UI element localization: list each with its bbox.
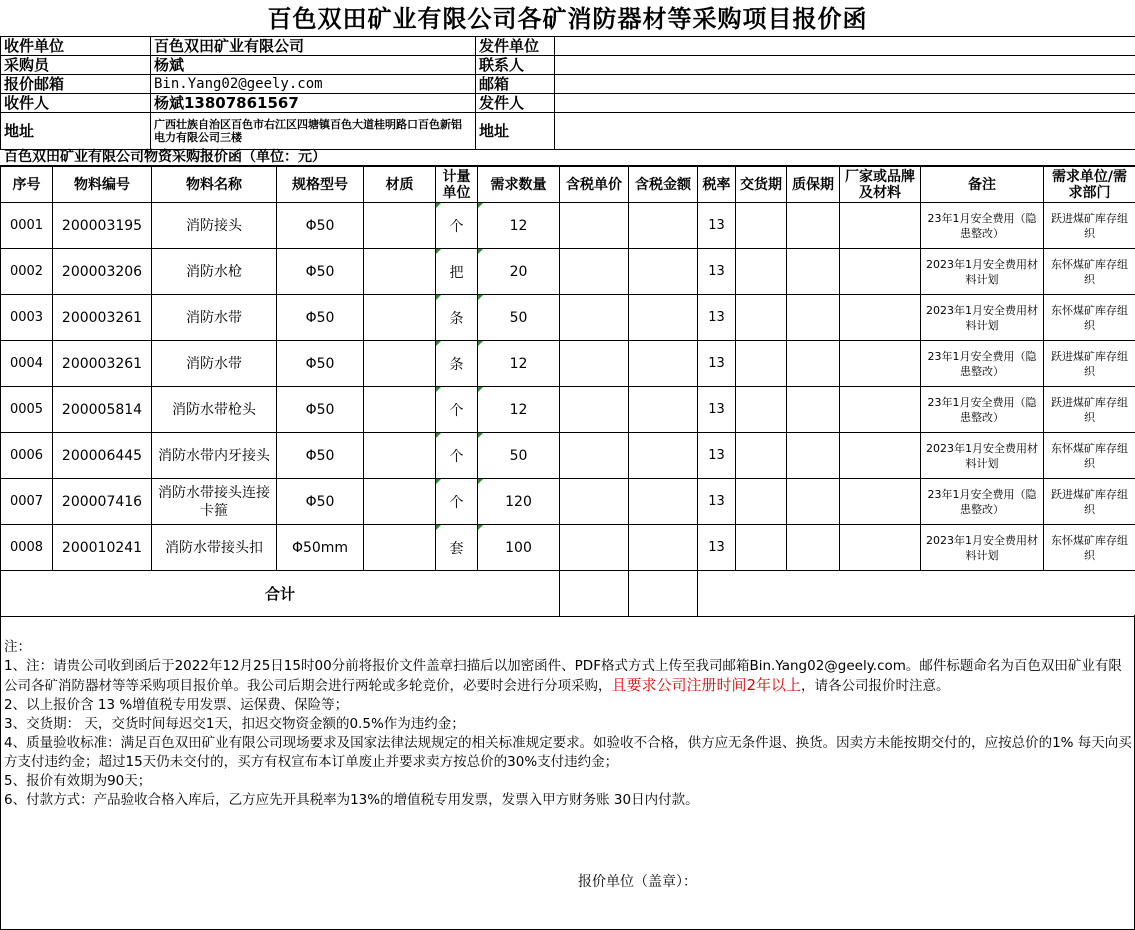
item-unit-price[interactable] bbox=[560, 433, 629, 479]
note-5: 5、报价有效期为90天； bbox=[4, 773, 152, 789]
note-1-highlight: 且要求公司注册时间2年以上 bbox=[611, 676, 802, 694]
item-delivery[interactable] bbox=[736, 295, 787, 341]
item-unit-price[interactable] bbox=[560, 295, 629, 341]
item-warranty[interactable] bbox=[787, 203, 840, 249]
item-amount[interactable] bbox=[629, 479, 698, 525]
item-warranty[interactable] bbox=[787, 387, 840, 433]
value-email[interactable] bbox=[555, 75, 1135, 94]
table-row bbox=[1, 249, 1135, 295]
table-row bbox=[1, 341, 1135, 387]
item-tax-rate: 13 bbox=[698, 433, 736, 479]
item-delivery[interactable] bbox=[736, 525, 787, 571]
item-no: 0006 bbox=[1, 433, 53, 479]
item-unit: 条 bbox=[436, 295, 478, 341]
item-unit: 把 bbox=[436, 249, 478, 295]
item-spec: Φ50 bbox=[277, 341, 364, 387]
item-unit: 个 bbox=[436, 203, 478, 249]
col-header: 质保期 bbox=[787, 167, 840, 203]
item-dept: 跃进煤矿库存组织 bbox=[1044, 387, 1135, 433]
item-warranty[interactable] bbox=[787, 341, 840, 387]
label-address: 地址 bbox=[1, 113, 151, 150]
label-contact: 联系人 bbox=[476, 56, 555, 75]
item-dept: 跃进煤矿库存组织 bbox=[1044, 479, 1135, 525]
total-row bbox=[1, 571, 1135, 617]
item-brand[interactable] bbox=[840, 525, 921, 571]
table-row bbox=[1, 433, 1135, 479]
item-remark: 2023年1月安全费用材料计划 bbox=[921, 295, 1044, 341]
label-sender: 发件人 bbox=[476, 94, 555, 113]
col-header: 需求单位/需求部门 bbox=[1044, 167, 1135, 203]
item-unit: 套 bbox=[436, 525, 478, 571]
item-tax-rate: 13 bbox=[698, 387, 736, 433]
item-name: 消防水带内牙接头 bbox=[152, 433, 277, 479]
label-quote-email: 报价邮箱 bbox=[1, 75, 151, 94]
item-name: 消防水带 bbox=[152, 341, 277, 387]
value-address-right[interactable] bbox=[555, 113, 1135, 150]
item-brand[interactable] bbox=[840, 387, 921, 433]
item-material[interactable] bbox=[364, 249, 436, 295]
value-recipient-unit[interactable]: 百色双田矿业有限公司 bbox=[151, 37, 476, 56]
label-buyer: 采购员 bbox=[1, 56, 151, 75]
item-remark: 2023年1月安全费用材料计划 bbox=[921, 249, 1044, 295]
item-unit-price[interactable] bbox=[560, 525, 629, 571]
note-1-text-a: 1、注：请贵公司收到函后于2022年12月25日15时00分前将报价文件盖章扫描后以加密函件、PDF格式方式上传至我司邮箱Bin.Yang02@geely.com。邮件标题命名为百色双田矿业有限公司各矿消防器材等等采购项目报价单。我公司后期会进行两轮或多轮竞价，必要时会进行分项采购， bbox=[4, 658, 1122, 694]
item-delivery[interactable] bbox=[736, 249, 787, 295]
item-material[interactable] bbox=[364, 525, 436, 571]
col-header: 计量单位 bbox=[436, 167, 478, 203]
item-code: 200006445 bbox=[53, 433, 152, 479]
item-name: 消防水枪 bbox=[152, 249, 277, 295]
item-unit: 个 bbox=[436, 479, 478, 525]
item-tax-rate: 13 bbox=[698, 249, 736, 295]
document-title: 百色双田矿业有限公司各矿消防器材等采购项目报价函 bbox=[267, 4, 868, 33]
quote-subtitle: 百色双田矿业有限公司物资采购报价函（单位：元） bbox=[0, 149, 1135, 166]
item-tax-rate: 13 bbox=[698, 295, 736, 341]
label-address-right: 地址 bbox=[476, 113, 555, 150]
item-brand[interactable] bbox=[840, 433, 921, 479]
item-unit: 条 bbox=[436, 341, 478, 387]
item-material[interactable] bbox=[364, 433, 436, 479]
item-no: 0008 bbox=[1, 525, 53, 571]
col-header: 规格型号 bbox=[277, 167, 364, 203]
table-row bbox=[1, 387, 1135, 433]
label-recipient-unit: 收件单位 bbox=[1, 37, 151, 56]
total-rest bbox=[698, 571, 1135, 617]
item-spec: Φ50 bbox=[277, 433, 364, 479]
item-amount[interactable] bbox=[629, 433, 698, 479]
item-warranty[interactable] bbox=[787, 479, 840, 525]
table-row bbox=[1, 479, 1135, 525]
label-email: 邮箱 bbox=[476, 75, 555, 94]
item-code: 200010241 bbox=[53, 525, 152, 571]
item-spec: Φ50mm bbox=[277, 525, 364, 571]
item-delivery[interactable] bbox=[736, 433, 787, 479]
item-rows bbox=[1, 203, 1135, 571]
note-2: 2、以上报价含 13 %增值税专用发票、运保费、保险等； bbox=[4, 697, 349, 713]
item-code: 200003261 bbox=[53, 341, 152, 387]
item-no: 0001 bbox=[1, 203, 53, 249]
item-qty: 12 bbox=[478, 387, 560, 433]
item-brand[interactable] bbox=[840, 341, 921, 387]
item-code: 200003195 bbox=[53, 203, 152, 249]
item-brand[interactable] bbox=[840, 479, 921, 525]
item-name: 消防水带枪头 bbox=[152, 387, 277, 433]
item-amount[interactable] bbox=[629, 525, 698, 571]
item-qty: 12 bbox=[478, 341, 560, 387]
item-dept: 跃进煤矿库存组织 bbox=[1044, 203, 1135, 249]
item-qty: 100 bbox=[478, 525, 560, 571]
item-unit-price[interactable] bbox=[560, 387, 629, 433]
item-no: 0004 bbox=[1, 341, 53, 387]
item-unit: 个 bbox=[436, 387, 478, 433]
value-contact[interactable] bbox=[555, 56, 1135, 75]
item-spec: Φ50 bbox=[277, 249, 364, 295]
item-tax-rate: 13 bbox=[698, 479, 736, 525]
item-warranty[interactable] bbox=[787, 295, 840, 341]
item-amount[interactable] bbox=[629, 387, 698, 433]
item-qty: 12 bbox=[478, 203, 560, 249]
header-row bbox=[1, 75, 1135, 94]
item-dept: 跃进煤矿库存组织 bbox=[1044, 341, 1135, 387]
item-material[interactable] bbox=[364, 203, 436, 249]
value-sender-unit[interactable] bbox=[555, 37, 1135, 56]
item-unit-price[interactable] bbox=[560, 249, 629, 295]
item-remark: 23年1月安全费用（隐患整改） bbox=[921, 203, 1044, 249]
item-amount[interactable] bbox=[629, 341, 698, 387]
item-material[interactable] bbox=[364, 295, 436, 341]
item-spec: Φ50 bbox=[277, 387, 364, 433]
item-amount[interactable] bbox=[629, 203, 698, 249]
item-warranty[interactable] bbox=[787, 433, 840, 479]
col-header: 交货期 bbox=[736, 167, 787, 203]
item-dept: 东怀煤矿库存组织 bbox=[1044, 295, 1135, 341]
item-material[interactable] bbox=[364, 479, 436, 525]
item-dept: 东怀煤矿库存组织 bbox=[1044, 525, 1135, 571]
total-label: 合计 bbox=[1, 571, 560, 617]
item-remark: 2023年1月安全费用材料计划 bbox=[921, 433, 1044, 479]
value-quote-email[interactable]: Bin.Yang02@geely.com bbox=[151, 75, 476, 94]
item-spec: Φ50 bbox=[277, 479, 364, 525]
item-unit-price[interactable] bbox=[560, 341, 629, 387]
item-tax-rate: 13 bbox=[698, 525, 736, 571]
col-header: 材质 bbox=[364, 167, 436, 203]
item-no: 0005 bbox=[1, 387, 53, 433]
table-header-row bbox=[1, 167, 1135, 203]
item-material[interactable] bbox=[364, 387, 436, 433]
header-row bbox=[1, 113, 1135, 150]
label-recipient: 收件人 bbox=[1, 94, 151, 113]
item-remark: 2023年1月安全费用材料计划 bbox=[921, 525, 1044, 571]
item-unit-price[interactable] bbox=[560, 479, 629, 525]
item-delivery[interactable] bbox=[736, 479, 787, 525]
item-tax-rate: 13 bbox=[698, 203, 736, 249]
col-header: 需求数量 bbox=[478, 167, 560, 203]
table-row bbox=[1, 295, 1135, 341]
item-code: 200005814 bbox=[53, 387, 152, 433]
item-qty: 120 bbox=[478, 479, 560, 525]
header-row bbox=[1, 37, 1135, 56]
note-1-text-b: ，请各公司报价时注意。 bbox=[801, 678, 950, 694]
note-3: 3、交货期： 天，交货时间每迟交1天，扣迟交物资金额的0.5%作为违约金； bbox=[4, 716, 465, 732]
note-1 bbox=[4, 657, 1132, 696]
quote-unit-seal: 报价单位（盖章）： bbox=[578, 874, 697, 890]
item-delivery[interactable] bbox=[736, 341, 787, 387]
item-dept: 东怀煤矿库存组织 bbox=[1044, 433, 1135, 479]
col-header: 厂家或品牌及材料 bbox=[840, 167, 921, 203]
item-qty: 50 bbox=[478, 433, 560, 479]
item-warranty[interactable] bbox=[787, 249, 840, 295]
item-delivery[interactable] bbox=[736, 387, 787, 433]
note-4: 4、质量验收标准：满足百色双田矿业有限公司现场要求及国家法律法规规定的相关标准规定要求。如验收不合格，供方应无条件退、换货。因卖方未能按期交付的，应按总价的1% 每天向买方支付违约金；超过15天仍未交付的，买方有权宣布本订单废止并要求卖方按总价的30%支付违约金； bbox=[4, 735, 1132, 770]
item-code: 200003206 bbox=[53, 249, 152, 295]
col-header: 税率 bbox=[698, 167, 736, 203]
item-warranty[interactable] bbox=[787, 525, 840, 571]
label-sender-unit: 发件单位 bbox=[476, 37, 555, 56]
item-brand[interactable] bbox=[840, 249, 921, 295]
notes-heading: 注： bbox=[4, 639, 31, 655]
item-no: 0003 bbox=[1, 295, 53, 341]
item-remark: 23年1月安全费用（隐患整改） bbox=[921, 341, 1044, 387]
item-remark: 23年1月安全费用（隐患整改） bbox=[921, 479, 1044, 525]
header-row bbox=[1, 56, 1135, 75]
item-spec: Φ50 bbox=[277, 295, 364, 341]
item-name: 消防水带接头连接卡箍 bbox=[152, 479, 277, 525]
item-name: 消防水带接头扣 bbox=[152, 525, 277, 571]
col-header: 物料编号 bbox=[53, 167, 152, 203]
value-address[interactable]: 广西壮族自治区百色市右江区四塘镇百色大道桂明路口百色新铝电力有限公司三楼 bbox=[151, 113, 476, 150]
value-buyer[interactable]: 杨斌 bbox=[151, 56, 476, 75]
value-recipient[interactable]: 杨斌13807861567 bbox=[151, 94, 476, 113]
col-header: 含税金额 bbox=[629, 167, 698, 203]
item-no: 0002 bbox=[1, 249, 53, 295]
item-code: 200007416 bbox=[53, 479, 152, 525]
notes-section bbox=[4, 638, 1132, 810]
item-dept: 东怀煤矿库存组织 bbox=[1044, 249, 1135, 295]
item-tax-rate: 13 bbox=[698, 341, 736, 387]
item-code: 200003261 bbox=[53, 295, 152, 341]
item-qty: 50 bbox=[478, 295, 560, 341]
table-row bbox=[1, 203, 1135, 249]
item-amount[interactable] bbox=[629, 249, 698, 295]
item-qty: 20 bbox=[478, 249, 560, 295]
total-blank bbox=[560, 571, 629, 617]
item-unit-price[interactable] bbox=[560, 203, 629, 249]
item-brand[interactable] bbox=[840, 295, 921, 341]
col-header: 序号 bbox=[1, 167, 53, 203]
items-table bbox=[0, 166, 1135, 617]
item-spec: Φ50 bbox=[277, 203, 364, 249]
note-6: 6、付款方式：产品验收合格入库后，乙方应先开具税率为13%的增值税专用发票，发票入甲方财务账 30日内付款。 bbox=[4, 792, 699, 808]
item-delivery[interactable] bbox=[736, 203, 787, 249]
item-brand[interactable] bbox=[840, 203, 921, 249]
col-header: 含税单价 bbox=[560, 167, 629, 203]
item-no: 0007 bbox=[1, 479, 53, 525]
col-header: 物料名称 bbox=[152, 167, 277, 203]
header-row bbox=[1, 94, 1135, 113]
item-name: 消防水带 bbox=[152, 295, 277, 341]
item-name: 消防接头 bbox=[152, 203, 277, 249]
item-amount[interactable] bbox=[629, 295, 698, 341]
item-unit: 个 bbox=[436, 433, 478, 479]
value-sender[interactable] bbox=[555, 94, 1135, 113]
item-remark: 23年1月安全费用（隐患整改） bbox=[921, 387, 1044, 433]
total-amount[interactable] bbox=[629, 571, 698, 617]
item-material[interactable] bbox=[364, 341, 436, 387]
col-header: 备注 bbox=[921, 167, 1044, 203]
header-info-table bbox=[0, 36, 1135, 150]
table-row bbox=[1, 525, 1135, 571]
